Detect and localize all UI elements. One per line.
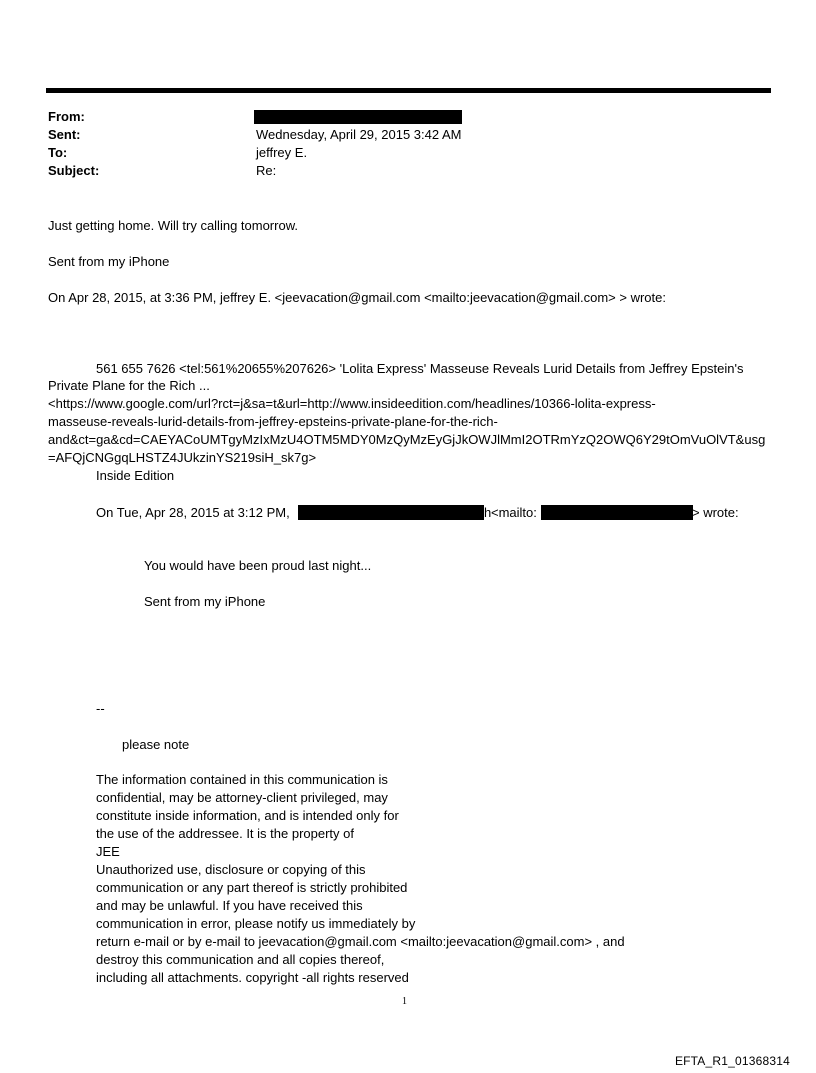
from-label: From: bbox=[48, 109, 85, 124]
nested-line2: Sent from my iPhone bbox=[144, 594, 266, 609]
page-number: 1 bbox=[402, 996, 407, 1007]
disclaimer-line: the use of the addressee. It is the property of bbox=[96, 826, 354, 841]
header-rule bbox=[46, 88, 771, 93]
disclaimer-line: destroy this communication and all copies thereof, bbox=[96, 952, 385, 967]
quoted-source: Inside Edition bbox=[96, 468, 175, 483]
disclaimer-line: return e-mail or by e-mail to jeevacation@gmail.com <mailto:jeevacation@gmail.com> , and bbox=[96, 934, 625, 949]
nested-line1: You would have been proud last night... bbox=[144, 558, 372, 573]
from-redaction bbox=[254, 110, 462, 124]
to-value: jeffrey E. bbox=[256, 145, 308, 160]
on-tue-h: h bbox=[484, 505, 492, 520]
body-line-signature: Sent from my iPhone bbox=[48, 254, 170, 269]
disclaimer-line: Unauthorized use, disclosure or copying of this bbox=[96, 862, 366, 877]
disclaimer-line: communication or any part thereof is strictly prohibited bbox=[96, 880, 408, 895]
disclaimer-block bbox=[96, 771, 625, 987]
disclaimer-line: including all attachments. copyright -all rights reserved bbox=[96, 970, 409, 985]
body-line-quote-intro: On Apr 28, 2015, at 3:36 PM, jeffrey E. <jeevacation@gmail.com <mailto:jeevacation@gmail.com> > wrote: bbox=[48, 290, 666, 305]
quoted-url-line2: masseuse-reveals-lurid-details-from-jeffrey-epsteins-private-plane-for-the-rich- bbox=[48, 414, 498, 429]
quoted-url-line4: =AFQjCNGgqLHSTZ4JUkzinYS219siH_sk7g> bbox=[48, 450, 317, 465]
disclaimer-line: confidential, may be attorney-client privileged, may bbox=[96, 790, 388, 805]
sent-value: Wednesday, April 29, 2015 3:42 AM bbox=[256, 127, 462, 142]
disclaimer-line: and may be unlawful. If you have received this bbox=[96, 898, 363, 913]
email-redaction bbox=[541, 505, 693, 520]
sender-redaction bbox=[298, 505, 484, 520]
disclaimer-line: JEE bbox=[96, 844, 120, 859]
quoted-url-line3: and&ct=ga&cd=CAEYACoUMTgyMzIxMzU4OTM5MDY0MzQyMzEyGjJkOWJlMmI2OTRmYzQ2OWQ6Y29tOmVuOlVT&usg bbox=[48, 432, 766, 447]
quoted-article-line2: Private Plane for the Rich ... bbox=[48, 378, 210, 393]
quoted-article-line1: 561 655 7626 <tel:561%20655%207626> 'Lolita Express' Masseuse Reveals Lurid Details from Jeffrey Epstein's bbox=[96, 361, 744, 376]
disclaimer-line: The information contained in this communication is bbox=[96, 772, 388, 787]
signature-dashes: -- bbox=[96, 701, 105, 716]
to-label: To: bbox=[48, 145, 68, 160]
bates-number: EFTA_R1_01368314 bbox=[674, 1054, 790, 1068]
on-tue-mailto: <mailto: bbox=[491, 505, 537, 520]
please-note: please note bbox=[122, 737, 190, 752]
subject-value: Re: bbox=[256, 163, 277, 178]
sent-label: Sent: bbox=[48, 127, 81, 142]
subject-label: Subject: bbox=[48, 163, 100, 178]
body-line-reply: Just getting home. Will try calling tomorrow. bbox=[48, 218, 298, 233]
quoted-url-line1: <https://www.google.com/url?rct=j&sa=t&url=http://www.insideedition.com/headlines/10366-lolita-express- bbox=[48, 396, 656, 411]
disclaimer-line: constitute inside information, and is intended only for bbox=[96, 808, 399, 823]
on-tue-prefix: On Tue, Apr 28, 2015 at 3:12 PM, bbox=[96, 505, 290, 520]
on-tue-suffix: > wrote: bbox=[692, 505, 739, 520]
disclaimer-line: communication in error, please notify us immediately by bbox=[96, 916, 416, 931]
